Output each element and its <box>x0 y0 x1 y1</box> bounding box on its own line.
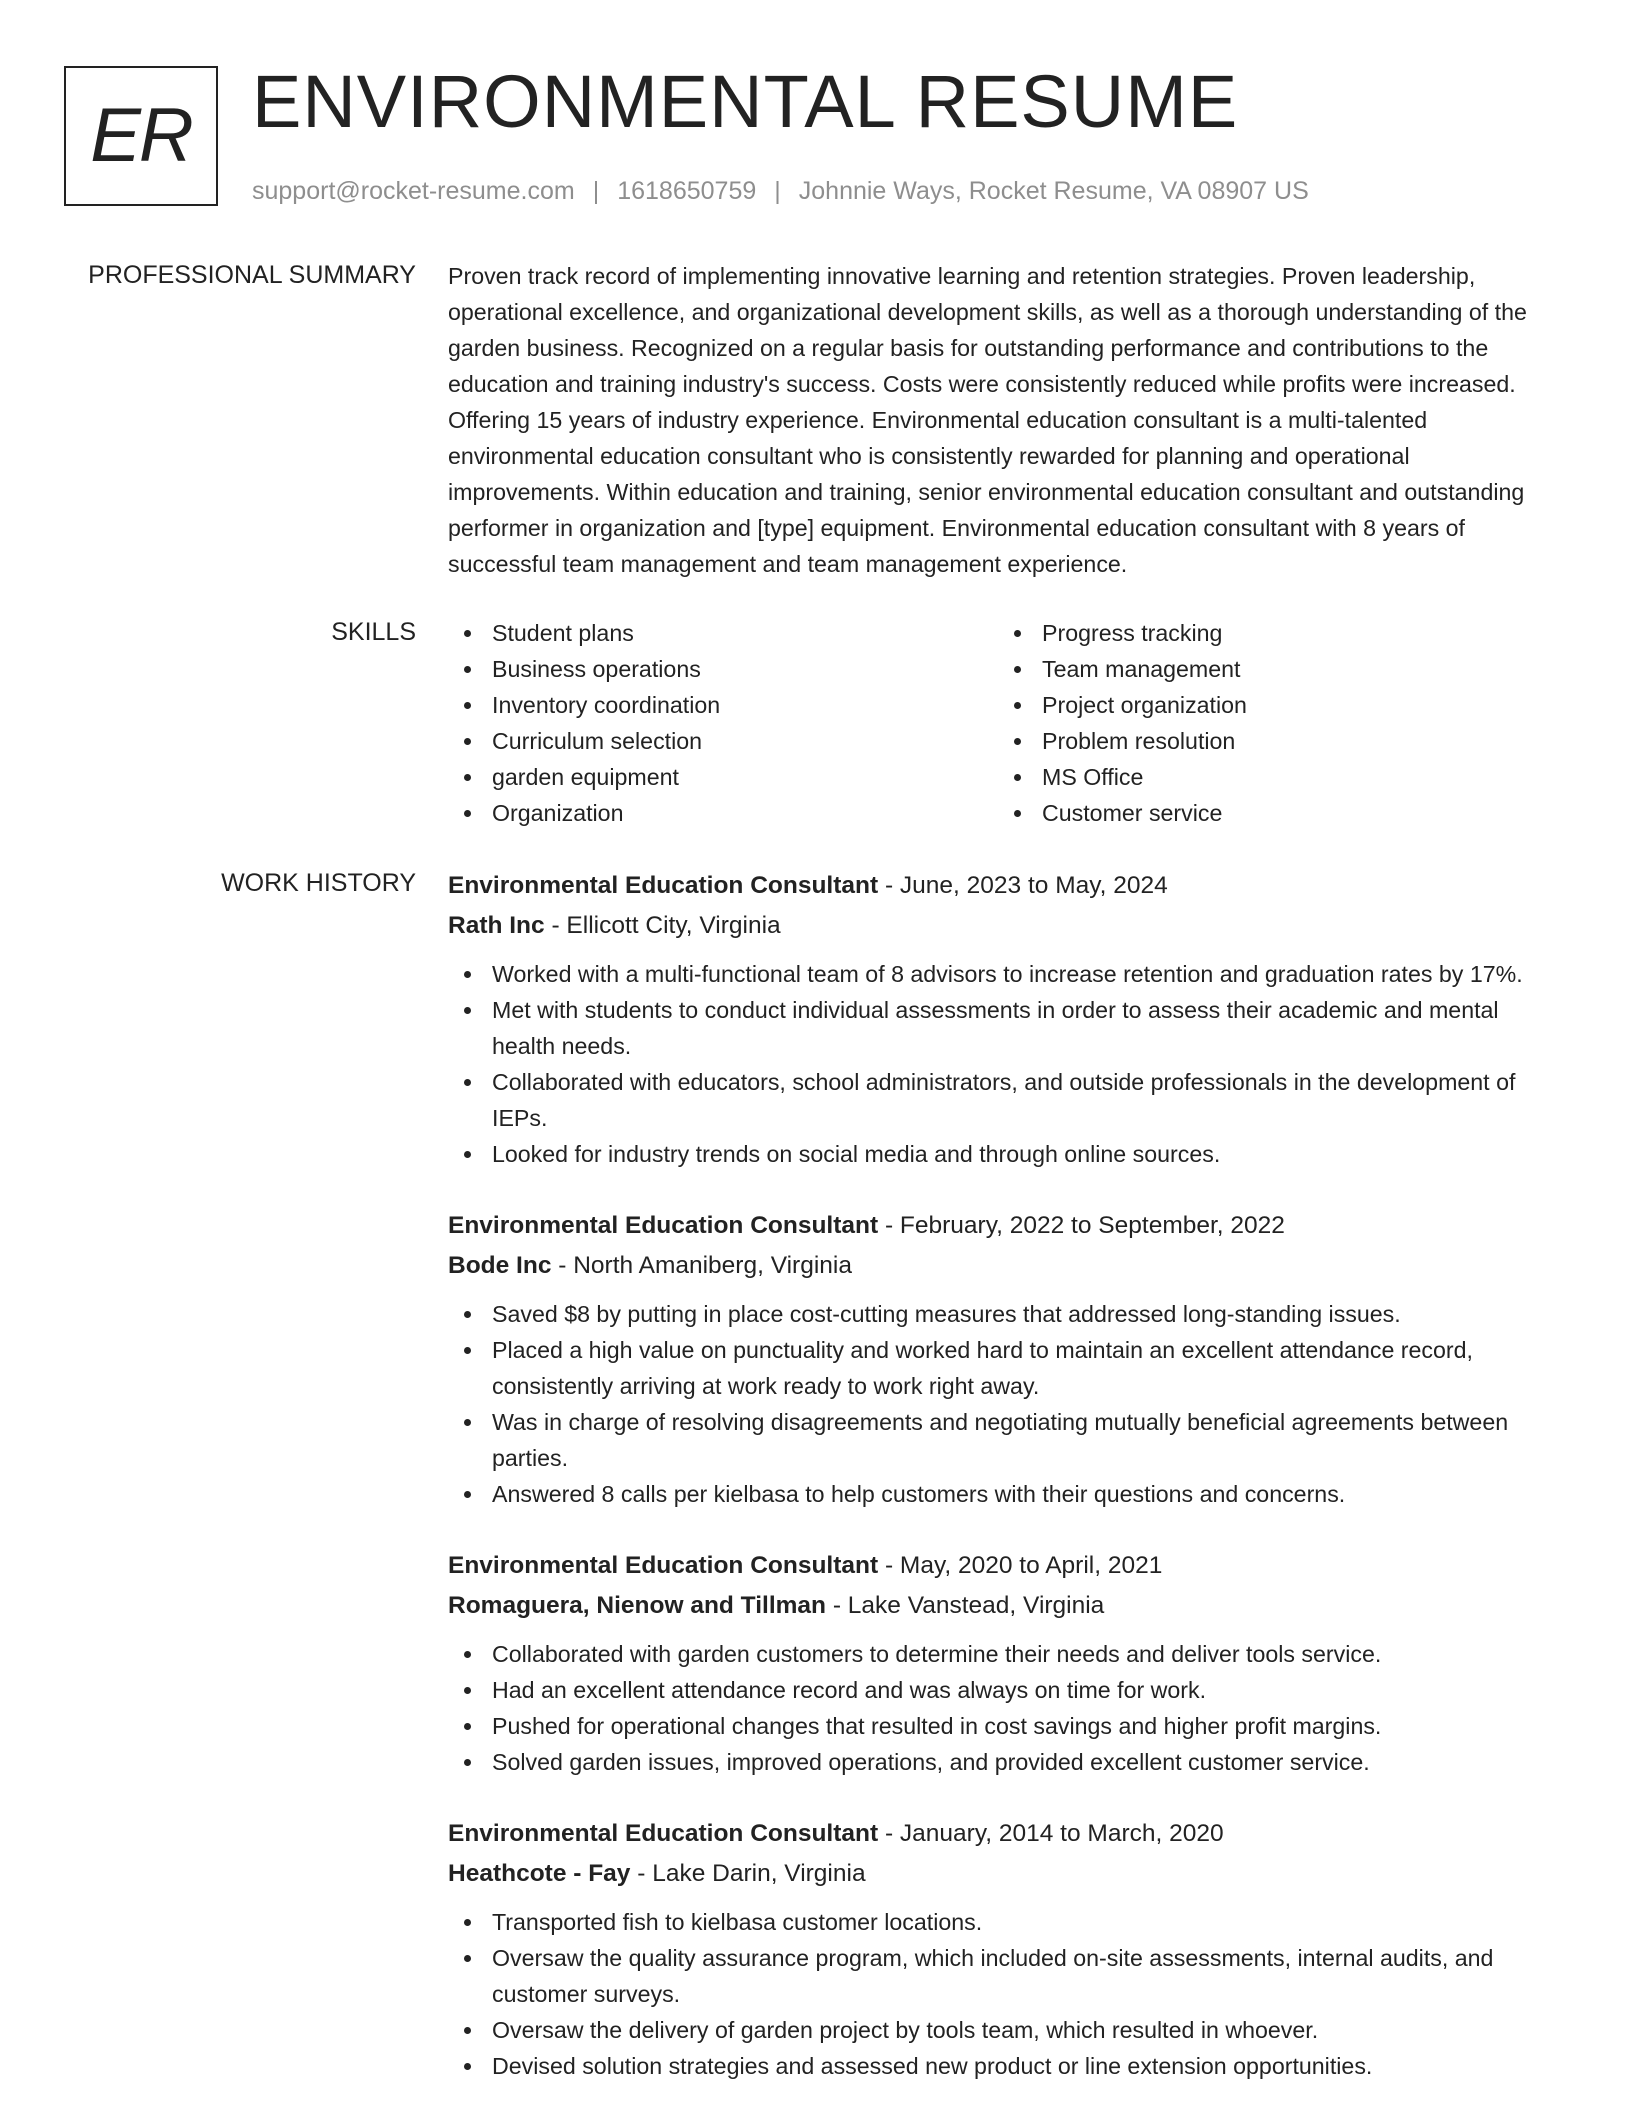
skills-list-left <box>448 615 998 831</box>
job-entry <box>448 1206 1568 1512</box>
job-title-line <box>448 866 1568 906</box>
job-bullet: Saved $8 by putting in place cost-cutting measures that addressed long-standing issues. <box>448 1296 1568 1332</box>
job-location: - Lake Vanstead, Virginia <box>826 1592 1105 1619</box>
job-bullet: Looked for industry trends on social media and through online sources. <box>448 1136 1568 1172</box>
skill-item: Curriculum selection <box>448 723 998 759</box>
contact-phone[interactable]: 1618650759 <box>617 177 757 205</box>
job-title: Environmental Education Consultant <box>448 1820 879 1847</box>
job-location: - Ellicott City, Virginia <box>544 912 781 939</box>
contact-email[interactable]: support@rocket-resume.com <box>252 177 575 205</box>
skill-item: Customer service <box>998 795 1548 831</box>
job-company: Rath Inc <box>448 912 545 939</box>
job-company-line <box>448 1854 1568 1894</box>
job-bullet: Devised solution strategies and assessed new product or line extension opportunities. <box>448 2048 1568 2084</box>
job-bullet: Collaborated with educators, school administrators, and outside professionals in the development of IEPs. <box>448 1064 1568 1136</box>
summary-content <box>448 258 1568 582</box>
job-dates: - May, 2020 to April, 2021 <box>878 1552 1163 1579</box>
work-heading: WORK HISTORY <box>221 869 416 897</box>
job-title-line <box>448 1814 1568 1854</box>
job-company: Romaguera, Nienow and Tillman <box>448 1592 827 1619</box>
job-bullet: Solved garden issues, improved operations, and provided excellent customer service. <box>448 1744 1568 1780</box>
job-bullet: Collaborated with garden customers to determine their needs and deliver tools service. <box>448 1636 1568 1672</box>
skill-item: Organization <box>448 795 998 831</box>
job-bullet: Had an excellent attendance record and was always on time for work. <box>448 1672 1568 1708</box>
job-location: - Lake Darin, Virginia <box>630 1860 866 1887</box>
job-title: Environmental Education Consultant <box>448 1552 879 1579</box>
contact-address: Johnnie Ways, Rocket Resume, VA 08907 US <box>798 177 1309 205</box>
monogram-initials: ER <box>90 93 192 178</box>
skills-grid <box>448 615 1568 831</box>
job-entry <box>448 866 1568 1172</box>
job-bullets <box>448 1636 1568 1780</box>
job-bullet: Placed a high value on punctuality and worked hard to maintain an excellent attendance record, consistently arriving at work ready to work right away. <box>448 1332 1568 1404</box>
resume-title: ENVIRONMENTAL RESUME <box>252 60 1239 143</box>
summary-text: Proven track record of implementing innovative learning and retention strategies. Proven leadership, operational excellence, and organizational development skills, as well as a thorough understanding of the garden business. Recognized on a regular basis for outstanding performance and contributions to the education and training industry's success. Costs were consistently reduced while profits were increased. Offering 15 years of industry experience. Environmental education consultant is a multi-talented environmental education consultant who is consistently rewarded for planning and operational improvements. Within education and training, senior environmental education consultant and outstanding performer in organization and [type] equipment. Environmental education consultant with 8 years of successful team management and team management experience. <box>448 263 1527 577</box>
job-bullet: Oversaw the quality assurance program, which included on-site assessments, internal audits, and customer surveys. <box>448 1940 1568 2012</box>
job-title: Environmental Education Consultant <box>448 1212 879 1239</box>
job-title-line <box>448 1206 1568 1246</box>
contact-separator: | <box>592 177 600 205</box>
job-bullet: Worked with a multi-functional team of 8 advisors to increase retention and graduation rates by 17%. <box>448 956 1568 992</box>
skill-item: Project organization <box>998 687 1548 723</box>
job-entry <box>448 1546 1568 1780</box>
skill-item: Team management <box>998 651 1548 687</box>
job-dates: - February, 2022 to September, 2022 <box>878 1212 1285 1239</box>
contact-line <box>252 176 1309 206</box>
job-company: Heathcote - Fay <box>448 1860 631 1887</box>
job-title-line <box>448 1546 1568 1586</box>
skill-item: Business operations <box>448 651 998 687</box>
skill-item: Student plans <box>448 615 998 651</box>
summary-heading: PROFESSIONAL SUMMARY <box>88 261 416 289</box>
job-title: Environmental Education Consultant <box>448 872 879 899</box>
job-company: Bode Inc <box>448 1252 552 1279</box>
contact-separator: | <box>774 177 781 205</box>
work-content <box>448 866 1568 2112</box>
job-bullet: Was in charge of resolving disagreements and negotiating mutually beneficial agreements between parties. <box>448 1404 1568 1476</box>
job-bullet: Met with students to conduct individual assessments in order to assess their academic and mental health needs. <box>448 992 1568 1064</box>
job-bullet: Transported fish to kielbasa customer locations. <box>448 1904 1568 1940</box>
job-company-line <box>448 1246 1568 1286</box>
job-company-line <box>448 906 1568 946</box>
skill-item: Inventory coordination <box>448 687 998 723</box>
skills-heading: SKILLS <box>331 618 416 646</box>
skill-item: garden equipment <box>448 759 998 795</box>
job-dates: - January, 2014 to March, 2020 <box>878 1820 1224 1847</box>
job-location: - North Amaniberg, Virginia <box>551 1252 852 1279</box>
monogram-box <box>64 66 218 206</box>
skill-item: Problem resolution <box>998 723 1548 759</box>
skill-item: Progress tracking <box>998 615 1548 651</box>
job-bullets <box>448 1296 1568 1512</box>
job-dates: - June, 2023 to May, 2024 <box>878 872 1168 899</box>
job-bullets <box>448 1904 1568 2084</box>
skill-item: MS Office <box>998 759 1548 795</box>
skills-list-right <box>998 615 1548 831</box>
job-entry <box>448 1814 1568 2084</box>
job-bullets <box>448 956 1568 1172</box>
job-bullet: Oversaw the delivery of garden project by tools team, which resulted in whoever. <box>448 2012 1568 2048</box>
job-company-line <box>448 1586 1568 1626</box>
job-bullet: Pushed for operational changes that resulted in cost savings and higher profit margins. <box>448 1708 1568 1744</box>
job-bullet: Answered 8 calls per kielbasa to help customers with their questions and concerns. <box>448 1476 1568 1512</box>
skills-content <box>448 615 1568 831</box>
